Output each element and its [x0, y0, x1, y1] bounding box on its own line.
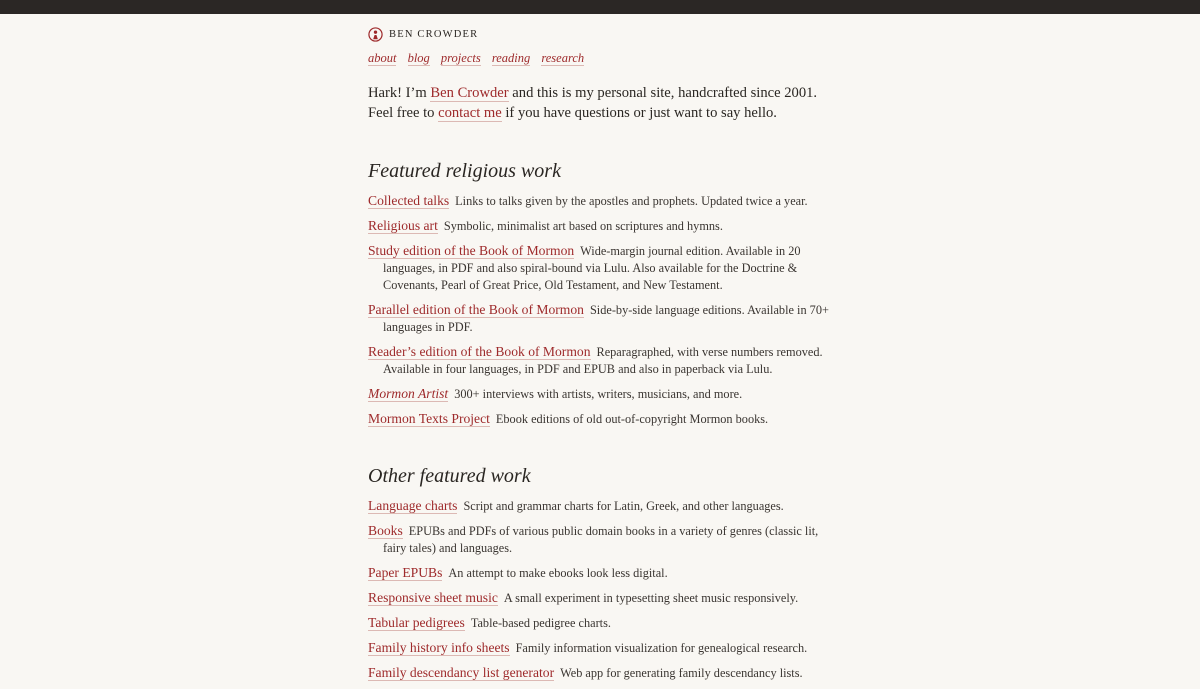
- list-item: [368, 385, 838, 403]
- intro-name-link[interactable]: Ben Crowder: [430, 85, 509, 101]
- contact-link[interactable]: contact me: [438, 105, 502, 121]
- section-heading-other: Other featured work: [368, 465, 531, 487]
- item-description: Symbolic, minimalist art based on scriptures and hymns.: [443, 219, 723, 233]
- intro-text-3: if you have questions or just want to say hello.: [501, 105, 777, 121]
- nav-reading[interactable]: reading: [491, 51, 531, 65]
- item-link[interactable]: Tabular pedigrees: [368, 615, 465, 630]
- item-link[interactable]: Religious art: [368, 218, 438, 233]
- list-item: [368, 522, 838, 557]
- item-link[interactable]: Responsive sheet music: [368, 590, 498, 605]
- list-item: [368, 664, 838, 682]
- item-link[interactable]: Parallel edition of the Book of Mormon: [368, 302, 584, 317]
- list-item: [368, 589, 838, 607]
- section-heading-religious: Featured religious work: [368, 160, 561, 182]
- item-link[interactable]: Family descendancy list generator: [368, 665, 555, 680]
- list-item: [368, 639, 838, 657]
- item-description: Script and grammar charts for Latin, Greek, and other languages.: [463, 499, 784, 513]
- other-work-list: [368, 497, 838, 682]
- item-description: Wide-margin journal edition. Available in 20 languages, in PDF and also spiral-bound via Lulu. Also available for the Doctrine & Covenants, Pearl of Great Price, Old Testament, and New Testament.: [383, 244, 801, 292]
- list-item: [368, 614, 838, 632]
- item-link[interactable]: Study edition of the Book of Mormon: [368, 243, 575, 258]
- list-item: [368, 497, 838, 515]
- list-item: [368, 301, 838, 336]
- logo-icon: [368, 27, 383, 42]
- nav-about[interactable]: about: [368, 51, 397, 65]
- list-item: [368, 242, 838, 294]
- item-description: A small experiment in typesetting sheet music responsively.: [503, 591, 799, 605]
- item-description: Reparagraphed, with verse numbers removed. Available in four languages, in PDF and EPUB and also in paperback via Lulu.: [383, 345, 823, 376]
- intro-text-1: Hark! I’m: [368, 85, 431, 101]
- item-description: An attempt to make ebooks look less digital.: [448, 566, 668, 580]
- item-description: Family information visualization for genealogical research.: [515, 641, 808, 655]
- item-description: Web app for generating family descendancy lists.: [560, 666, 803, 680]
- nav-blog[interactable]: blog: [407, 51, 430, 65]
- list-item: [368, 192, 838, 210]
- list-item: [368, 217, 838, 235]
- item-description: Side-by-side language editions. Available in 70+ languages in PDF.: [383, 303, 829, 334]
- item-link[interactable]: Reader’s edition of the Book of Mormon: [368, 344, 591, 359]
- list-item: [368, 343, 838, 378]
- intro-text-2: and this is my personal site, handcrafted since 2001. Feel free to: [368, 85, 818, 121]
- item-description: Table-based pedigree charts.: [470, 616, 611, 630]
- item-link[interactable]: Collected talks: [368, 193, 450, 208]
- site-brand[interactable]: [368, 26, 838, 42]
- item-description: Links to talks given by the apostles and prophets. Updated twice a year.: [455, 194, 808, 208]
- item-link[interactable]: Books: [368, 523, 403, 538]
- site-nav: [368, 47, 838, 65]
- item-link[interactable]: Family history info sheets: [368, 640, 510, 655]
- list-item: [368, 410, 838, 428]
- religious-work-list: [368, 192, 838, 428]
- page-content: [368, 26, 838, 689]
- item-description: EPUBs and PDFs of various public domain books in a variety of genres (classic lit, fairy tales) and languages.: [383, 524, 819, 555]
- item-link[interactable]: Mormon Artist: [368, 386, 449, 401]
- nav-projects[interactable]: projects: [440, 51, 481, 65]
- nav-research[interactable]: research: [541, 51, 585, 65]
- torn-paper-edge: [0, 9, 1200, 17]
- site-name[interactable]: BEN CROWDER: [389, 28, 479, 40]
- item-link[interactable]: Mormon Texts Project: [368, 411, 490, 426]
- intro-paragraph: [368, 83, 828, 123]
- header-band: [0, 0, 1200, 14]
- item-description: 300+ interviews with artists, writers, musicians, and more.: [454, 387, 743, 401]
- item-description: Ebook editions of old out-of-copyright Mormon books.: [495, 412, 769, 426]
- item-link[interactable]: Paper EPUBs: [368, 565, 443, 580]
- item-link[interactable]: Language charts: [368, 498, 458, 513]
- list-item: [368, 564, 838, 582]
